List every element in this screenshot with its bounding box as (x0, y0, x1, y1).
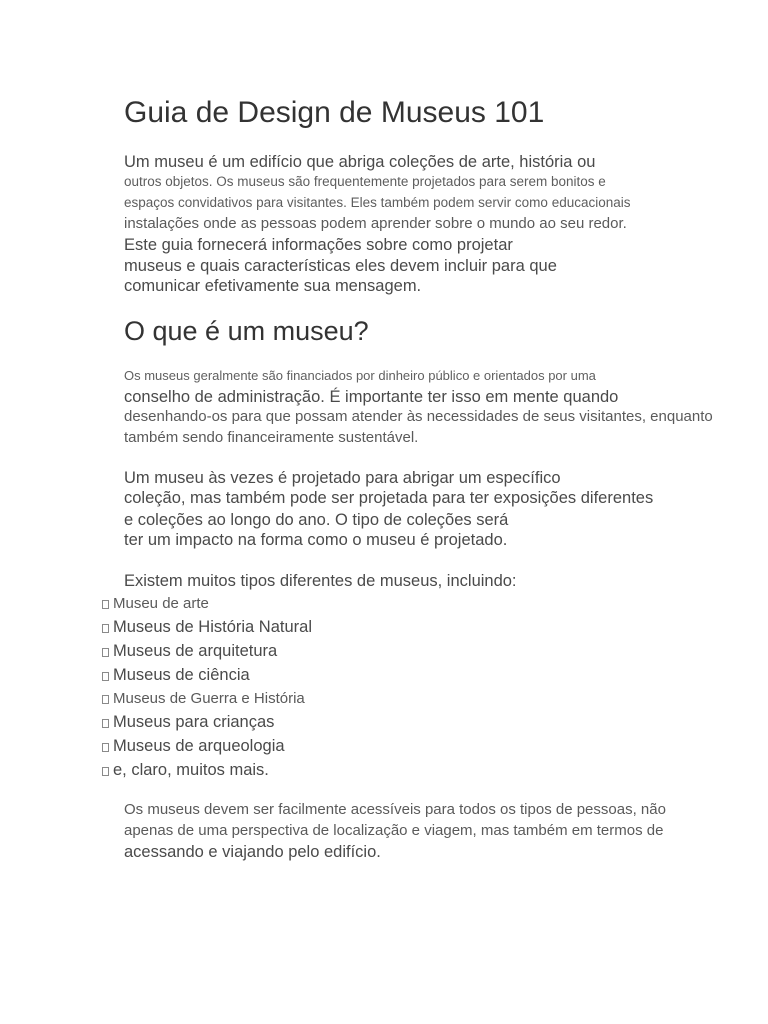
bullet-icon (102, 767, 109, 776)
paragraph-line: apenas de uma perspectiva de localização e viagem, mas também em termos de (124, 822, 664, 839)
page-title: Guia de Design de Museus 101 (124, 96, 545, 129)
list-item-label: Museus de arqueologia (113, 737, 285, 755)
bullet-icon (102, 743, 109, 752)
paragraph-line: coleção, mas também pode ser projetada para ter exposições diferentes (124, 489, 654, 507)
paragraph-line: Os museus geralmente são financiados por dinheiro público e orientados por uma (124, 368, 596, 383)
list-item-label: e, claro, muitos mais. (113, 761, 269, 779)
list-intro: Existem muitos tipos diferentes de museus, incluindo: (124, 572, 517, 590)
paragraph-line: Um museu às vezes é projetado para abrigar um específico (124, 469, 561, 487)
bullet-icon (102, 624, 109, 633)
list-item (102, 761, 269, 780)
list-item (102, 595, 209, 612)
list-item (102, 642, 277, 661)
bullet-icon (102, 600, 109, 609)
list-item-label: Museus de arquitetura (113, 642, 278, 660)
list-item-label: Museus para crianças (113, 713, 275, 731)
list-item (102, 713, 274, 732)
bullet-icon (102, 695, 109, 704)
section-heading: O que é um museu? (124, 316, 369, 346)
bullet-icon (102, 672, 109, 681)
paragraph-line: e coleções ao longo do ano. O tipo de coleções será (124, 511, 509, 529)
list-item-label: Museu de arte (113, 595, 209, 612)
paragraph-line: Os museus devem ser facilmente acessíveis para todos os tipos de pessoas, não (124, 801, 666, 818)
paragraph-line: acessando e viajando pelo edifício. (124, 843, 381, 861)
paragraph-line: também sendo financeiramente sustentável. (124, 429, 419, 446)
list-item-label: Museus de Guerra e História (113, 690, 305, 707)
paragraph-line: ter um impacto na forma como o museu é projetado. (124, 531, 508, 549)
intro-line: espaços convidativos para visitantes. Eles também podem servir como educacionais (124, 195, 631, 210)
list-item (102, 618, 312, 637)
intro-line: Este guia fornecerá informações sobre como projetar (124, 236, 513, 254)
intro-line: instalações onde as pessoas podem aprender sobre o mundo ao seu redor. (124, 215, 627, 232)
list-item (102, 666, 250, 685)
intro-line: Um museu é um edifício que abriga coleções de arte, história ou (124, 153, 596, 171)
bullet-icon (102, 648, 109, 657)
list-item (102, 690, 305, 707)
intro-line: outros objetos. Os museus são frequentemente projetados para serem bonitos e (124, 174, 606, 189)
bullet-icon (102, 719, 109, 728)
paragraph-line: desenhando-os para que possam atender às necessidades de seus visitantes, enquanto (124, 408, 713, 425)
paragraph-line: conselho de administração. É importante ter isso em mente quando (124, 388, 619, 406)
list-item-label: Museus de História Natural (113, 618, 312, 636)
list-item (102, 737, 285, 756)
intro-line: comunicar efetivamente sua mensagem. (124, 277, 422, 295)
list-item-label: Museus de ciência (113, 666, 250, 684)
intro-line: museus e quais características eles devem incluir para que (124, 257, 557, 275)
